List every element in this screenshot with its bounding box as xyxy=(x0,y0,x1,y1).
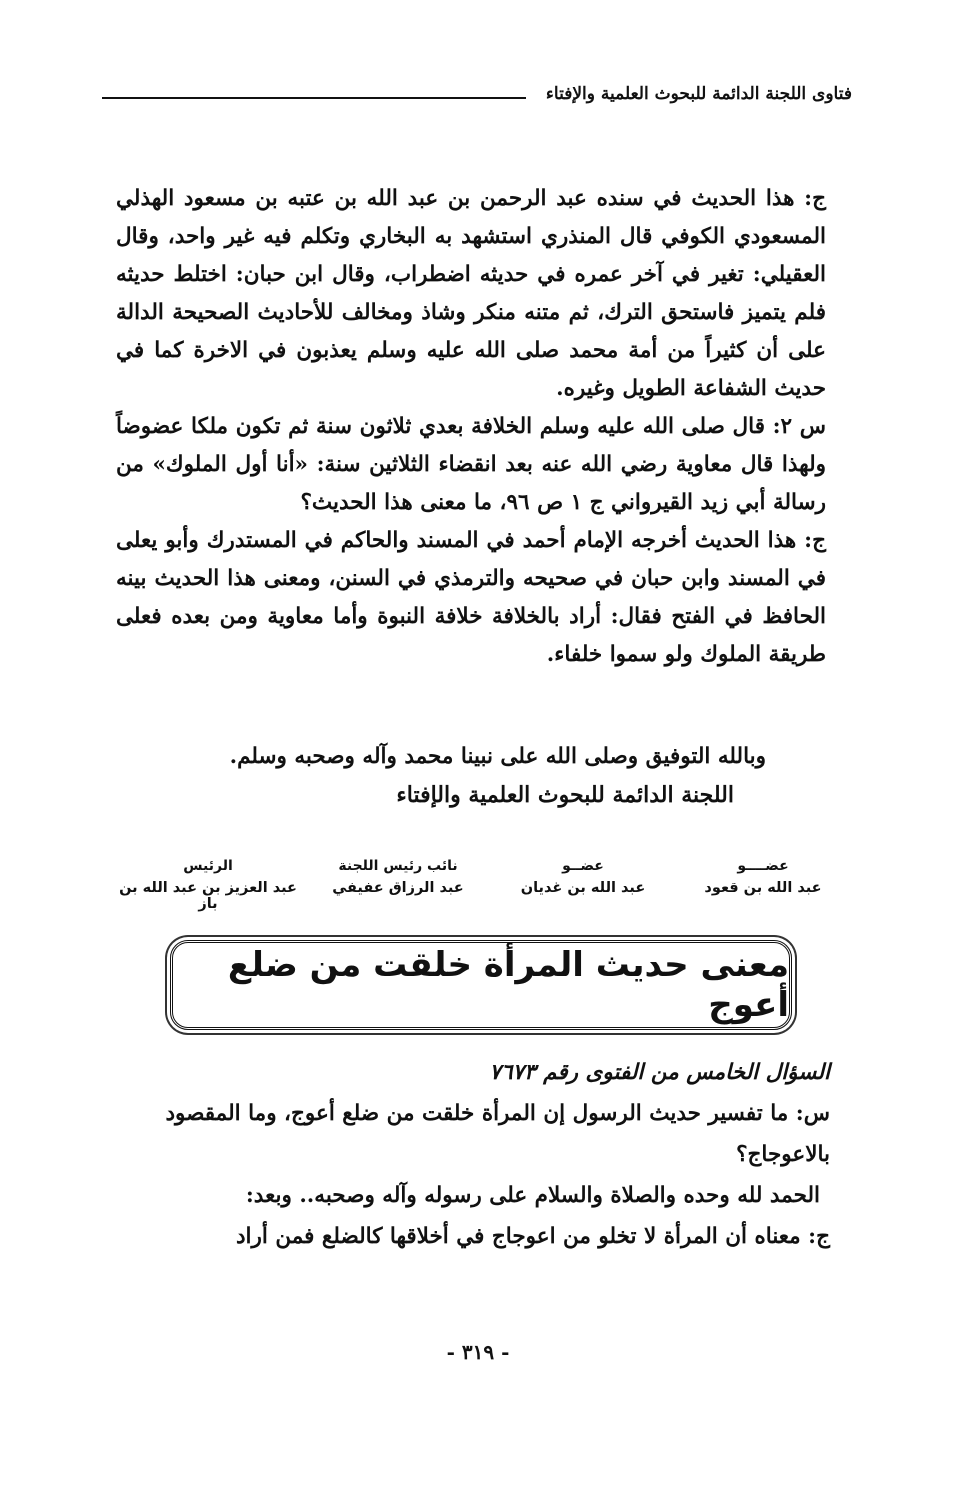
answer-text: ج: معناه أن المرأة لا تخلو من اعوجاج في أخلاقها كالضلع فمن أراد xyxy=(235,1224,830,1249)
signature-name: عبد الله بن غديان xyxy=(520,880,646,896)
closing-blessing: وبالله التوفيق وصلى الله على نبينا محمد وآله وصحبه وسلم. xyxy=(229,744,766,769)
committee-name: اللجنة الدائمة للبحوث العلمية والإفتاء xyxy=(396,782,734,808)
signature-name: عبد العزيز بن عبد الله بن باز xyxy=(119,880,297,912)
question-paragraph-2: س ٢: قال صلى الله عليه وسلم الخلافة بعدي ثلاثون سنة ثم تكون ملكا عضوضاً ولهذا قال معاوية رضي الله عنه بعد انقضاء الثلاثين سنة: «أنا أول الملوك» من رسالة أبي زيد القيرواني ج ١ ص ٩٦، ما معنى هذا الحديث؟ xyxy=(116,414,826,515)
section-title: معنى حديث المرأة خلقت من ضلع أعوج xyxy=(227,945,789,1025)
signature-vice-chair xyxy=(323,852,473,896)
answer-paragraph-1: ج: هذا الحديث في سنده عبد الرحمن بن عبد الله بن عتبه بن مسعود الهذلي المسعودي الكوفي قال المنذري استشهد به البخاري وتكلم فيه غير واحد، وقال العقيلي: تغير في آخر عمره في حديثه اضطراب، وقال ابن حبان: اختلط حديثه فلم يتميز فاستحق الترك، ثم متنه منكر وشاذ ومخالف للأحاديث الصحيحة الدالة على أن كثيراً من أمة محمد صلى الله عليه وسلم يعذبون في الاخرة كما في حديث الشفاعة الطويل وغيره. xyxy=(116,186,826,401)
signature-role: عضــــو xyxy=(737,858,789,874)
signature-chair xyxy=(108,852,308,912)
signature-member-2 xyxy=(508,852,658,896)
header-rule xyxy=(102,97,526,99)
signatures-block xyxy=(118,852,828,916)
closing-block xyxy=(116,738,826,814)
praise-text: الحمد لله وحده والصلاة والسلام على رسوله وآله وصحبه.. وبعد: xyxy=(245,1183,820,1208)
question-section xyxy=(110,1052,830,1257)
signature-member-1 xyxy=(698,852,828,896)
signature-role: نائب رئيس اللجنة xyxy=(338,858,458,874)
signature-role: الرئيس xyxy=(183,858,233,874)
signature-role: عضــو xyxy=(562,858,604,874)
signature-name: عبد الرزاق عفيفي xyxy=(332,880,464,896)
section-title-frame xyxy=(170,940,792,1030)
page-number: - ٣١٩ - xyxy=(446,1340,510,1364)
signature-name: عبد الله بن قعود xyxy=(704,880,822,896)
question-subheading: السؤال الخامس من الفتوى رقم ٧٦٧٣ xyxy=(489,1060,830,1085)
fatwa-body xyxy=(116,180,826,674)
question-text: س: ما تفسير حديث الرسول إن المرأة خلقت من ضلع أعوج، وما المقصود بالاعوجاج؟ xyxy=(165,1101,830,1167)
running-header-title: فتاوى اللجنة الدائمة للبحوث العلمية والإفتاء xyxy=(545,84,852,104)
answer-paragraph-2: ج: هذا الحديث أخرجه الإمام أحمد في المسند والحاكم في المستدرك وأبو يعلى في المسند وابن حبان في صحيحه والترمذي في السنن، ومعنى هذا الحديث بينه الحافظ في الفتح فقال: أراد بالخلافة خلافة النبوة وأما معاوية ومن بعده فعلى طريقة الملوك ولو سموا خلفاء. xyxy=(116,528,826,667)
